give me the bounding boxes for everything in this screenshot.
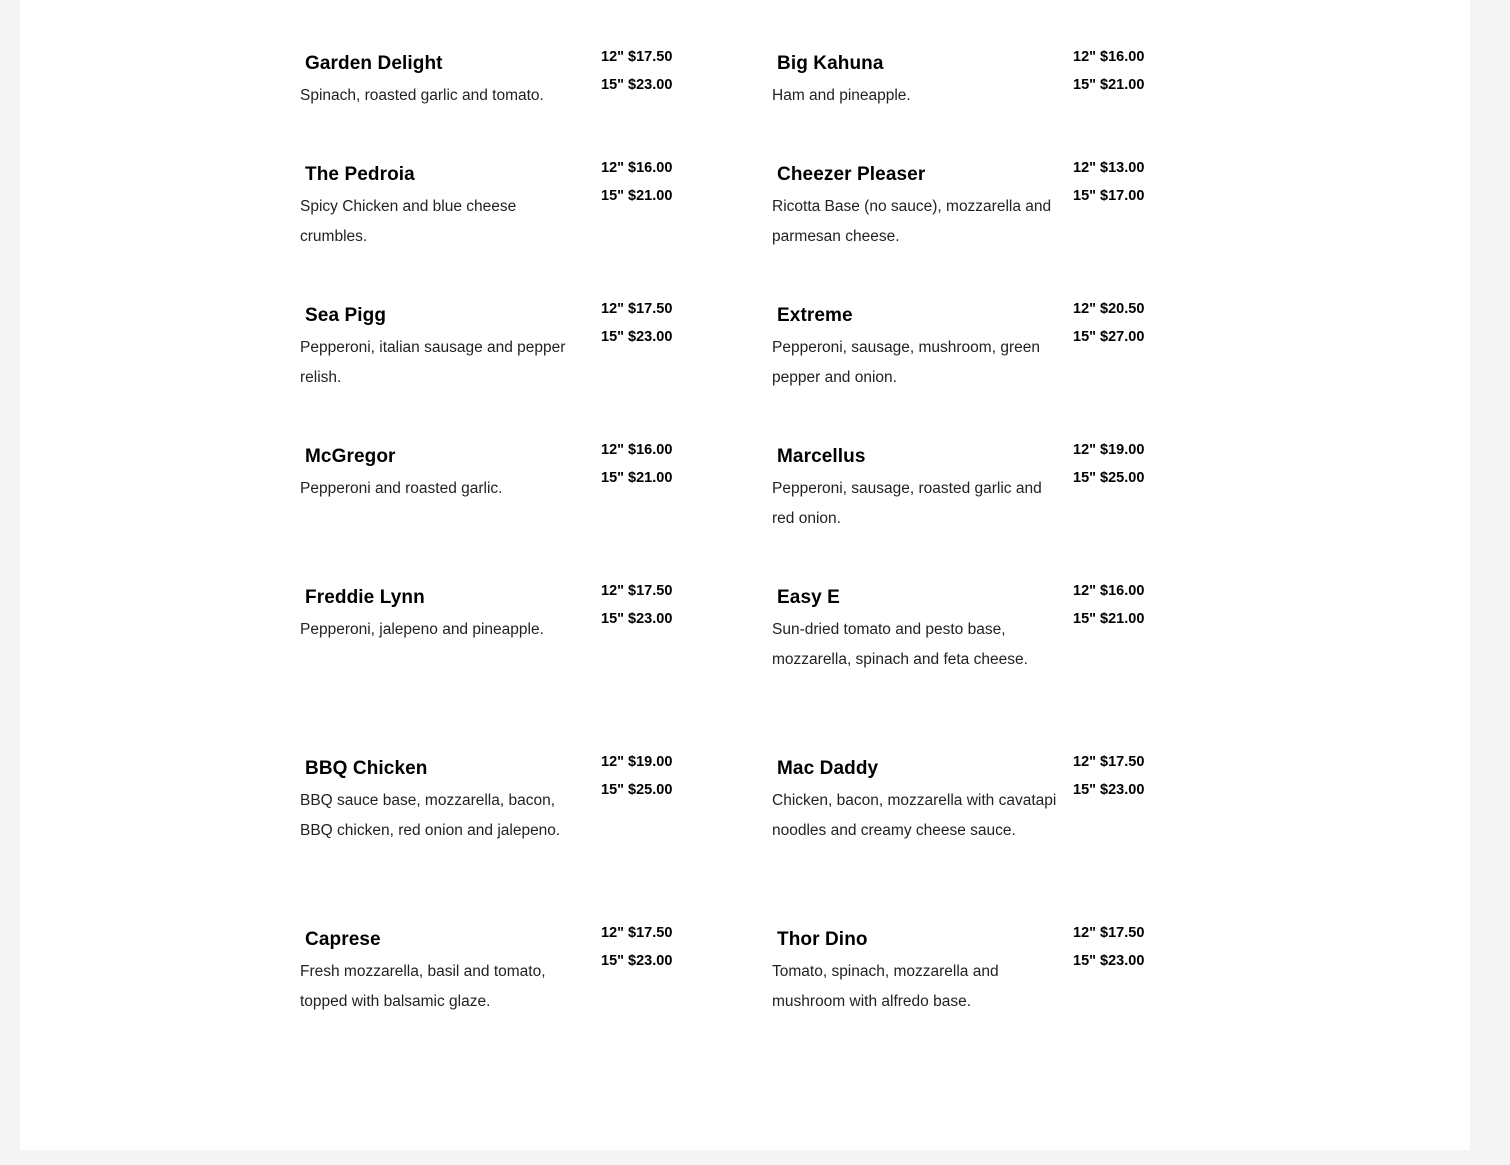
price-15-inch: 15" $23.00 [1073,782,1145,798]
item-description: Fresh mozzarella, basil and tomato, topped with balsamic glaze. [300,963,546,1010]
item-description: BBQ sauce base, mozzarella, bacon, BBQ chicken, red onion and jalepeno. [300,792,561,839]
item-description: Pepperoni, sausage, mushroom, green pepper and onion. [772,339,1040,386]
item-description: Pepperoni, sausage, roasted garlic and red onion. [772,480,1042,527]
price-15-inch: 15" $23.00 [601,953,673,969]
item-name: Cheezer Pleaser [777,164,926,185]
item-prices [1073,577,1144,633]
item-prices [601,919,672,975]
item-name: Marcellus [777,446,866,467]
price-15-inch: 15" $25.00 [1073,470,1145,486]
item-prices [601,577,672,633]
item-description: Ricotta Base (no sauce), mozzarella and parmesan cheese. [772,198,1052,245]
price-12-inch: 12" $13.00 [1073,160,1145,176]
item-name: The Pedroia [305,164,415,185]
price-12-inch: 12" $17.50 [601,49,673,65]
price-15-inch: 15" $23.00 [601,77,673,93]
item-name: Thor Dino [777,929,868,950]
item-prices [1073,295,1144,351]
item-prices [1073,436,1144,492]
price-12-inch: 12" $17.50 [1073,925,1145,941]
price-12-inch: 12" $20.50 [1073,301,1145,317]
item-prices [601,295,672,351]
item-description: Pepperoni and roasted garlic. [300,480,503,497]
item-description: Chicken, bacon, mozzarella with cavatapi noodles and creamy cheese sauce. [772,792,1057,839]
item-description: Tomato, spinach, mozzarella and mushroom with alfredo base. [772,963,999,1010]
item-prices [601,154,672,210]
price-12-inch: 12" $16.00 [601,160,673,176]
price-12-inch: 12" $16.00 [601,442,673,458]
item-name: Sea Pigg [305,305,387,326]
item-description: Ham and pineapple. [772,87,911,104]
item-name: Garden Delight [305,53,443,74]
price-15-inch: 15" $17.00 [1073,188,1145,204]
price-15-inch: 15" $21.00 [1073,77,1145,93]
item-name: Extreme [777,305,853,326]
item-name: Caprese [305,929,381,950]
price-12-inch: 12" $16.00 [1073,49,1145,65]
item-prices [601,436,672,492]
item-prices [1073,43,1144,99]
item-prices [1073,154,1144,210]
item-description: Pepperoni, jalepeno and pineapple. [300,621,544,638]
price-15-inch: 15" $21.00 [601,188,673,204]
price-12-inch: 12" $17.50 [1073,754,1145,770]
price-15-inch: 15" $23.00 [601,329,673,345]
price-12-inch: 12" $19.00 [1073,442,1145,458]
item-name: BBQ Chicken [305,758,428,779]
price-12-inch: 12" $17.50 [601,925,673,941]
item-description: Spicy Chicken and blue cheese crumbles. [300,198,517,245]
price-15-inch: 15" $23.00 [601,611,673,627]
item-name: Freddie Lynn [305,587,425,608]
item-name: Big Kahuna [777,53,884,74]
price-15-inch: 15" $27.00 [1073,329,1145,345]
item-name: McGregor [305,446,396,467]
price-15-inch: 15" $25.00 [601,782,673,798]
item-description: Sun-dried tomato and pesto base, mozzarella, spinach and feta cheese. [772,621,1028,668]
item-prices [601,748,672,804]
price-12-inch: 12" $17.50 [601,583,673,599]
item-name: Mac Daddy [777,758,879,779]
item-prices [1073,919,1144,975]
price-15-inch: 15" $21.00 [601,470,673,486]
price-15-inch: 15" $23.00 [1073,953,1145,969]
price-12-inch: 12" $16.00 [1073,583,1145,599]
item-prices [601,43,672,99]
item-description: Spinach, roasted garlic and tomato. [300,87,544,104]
menu-page [20,0,1470,1150]
item-name: Easy E [777,587,840,608]
price-15-inch: 15" $21.00 [1073,611,1145,627]
price-12-inch: 12" $19.00 [601,754,673,770]
item-prices [1073,748,1144,804]
item-description: Pepperoni, italian sausage and pepper relish. [300,339,566,386]
price-12-inch: 12" $17.50 [601,301,673,317]
